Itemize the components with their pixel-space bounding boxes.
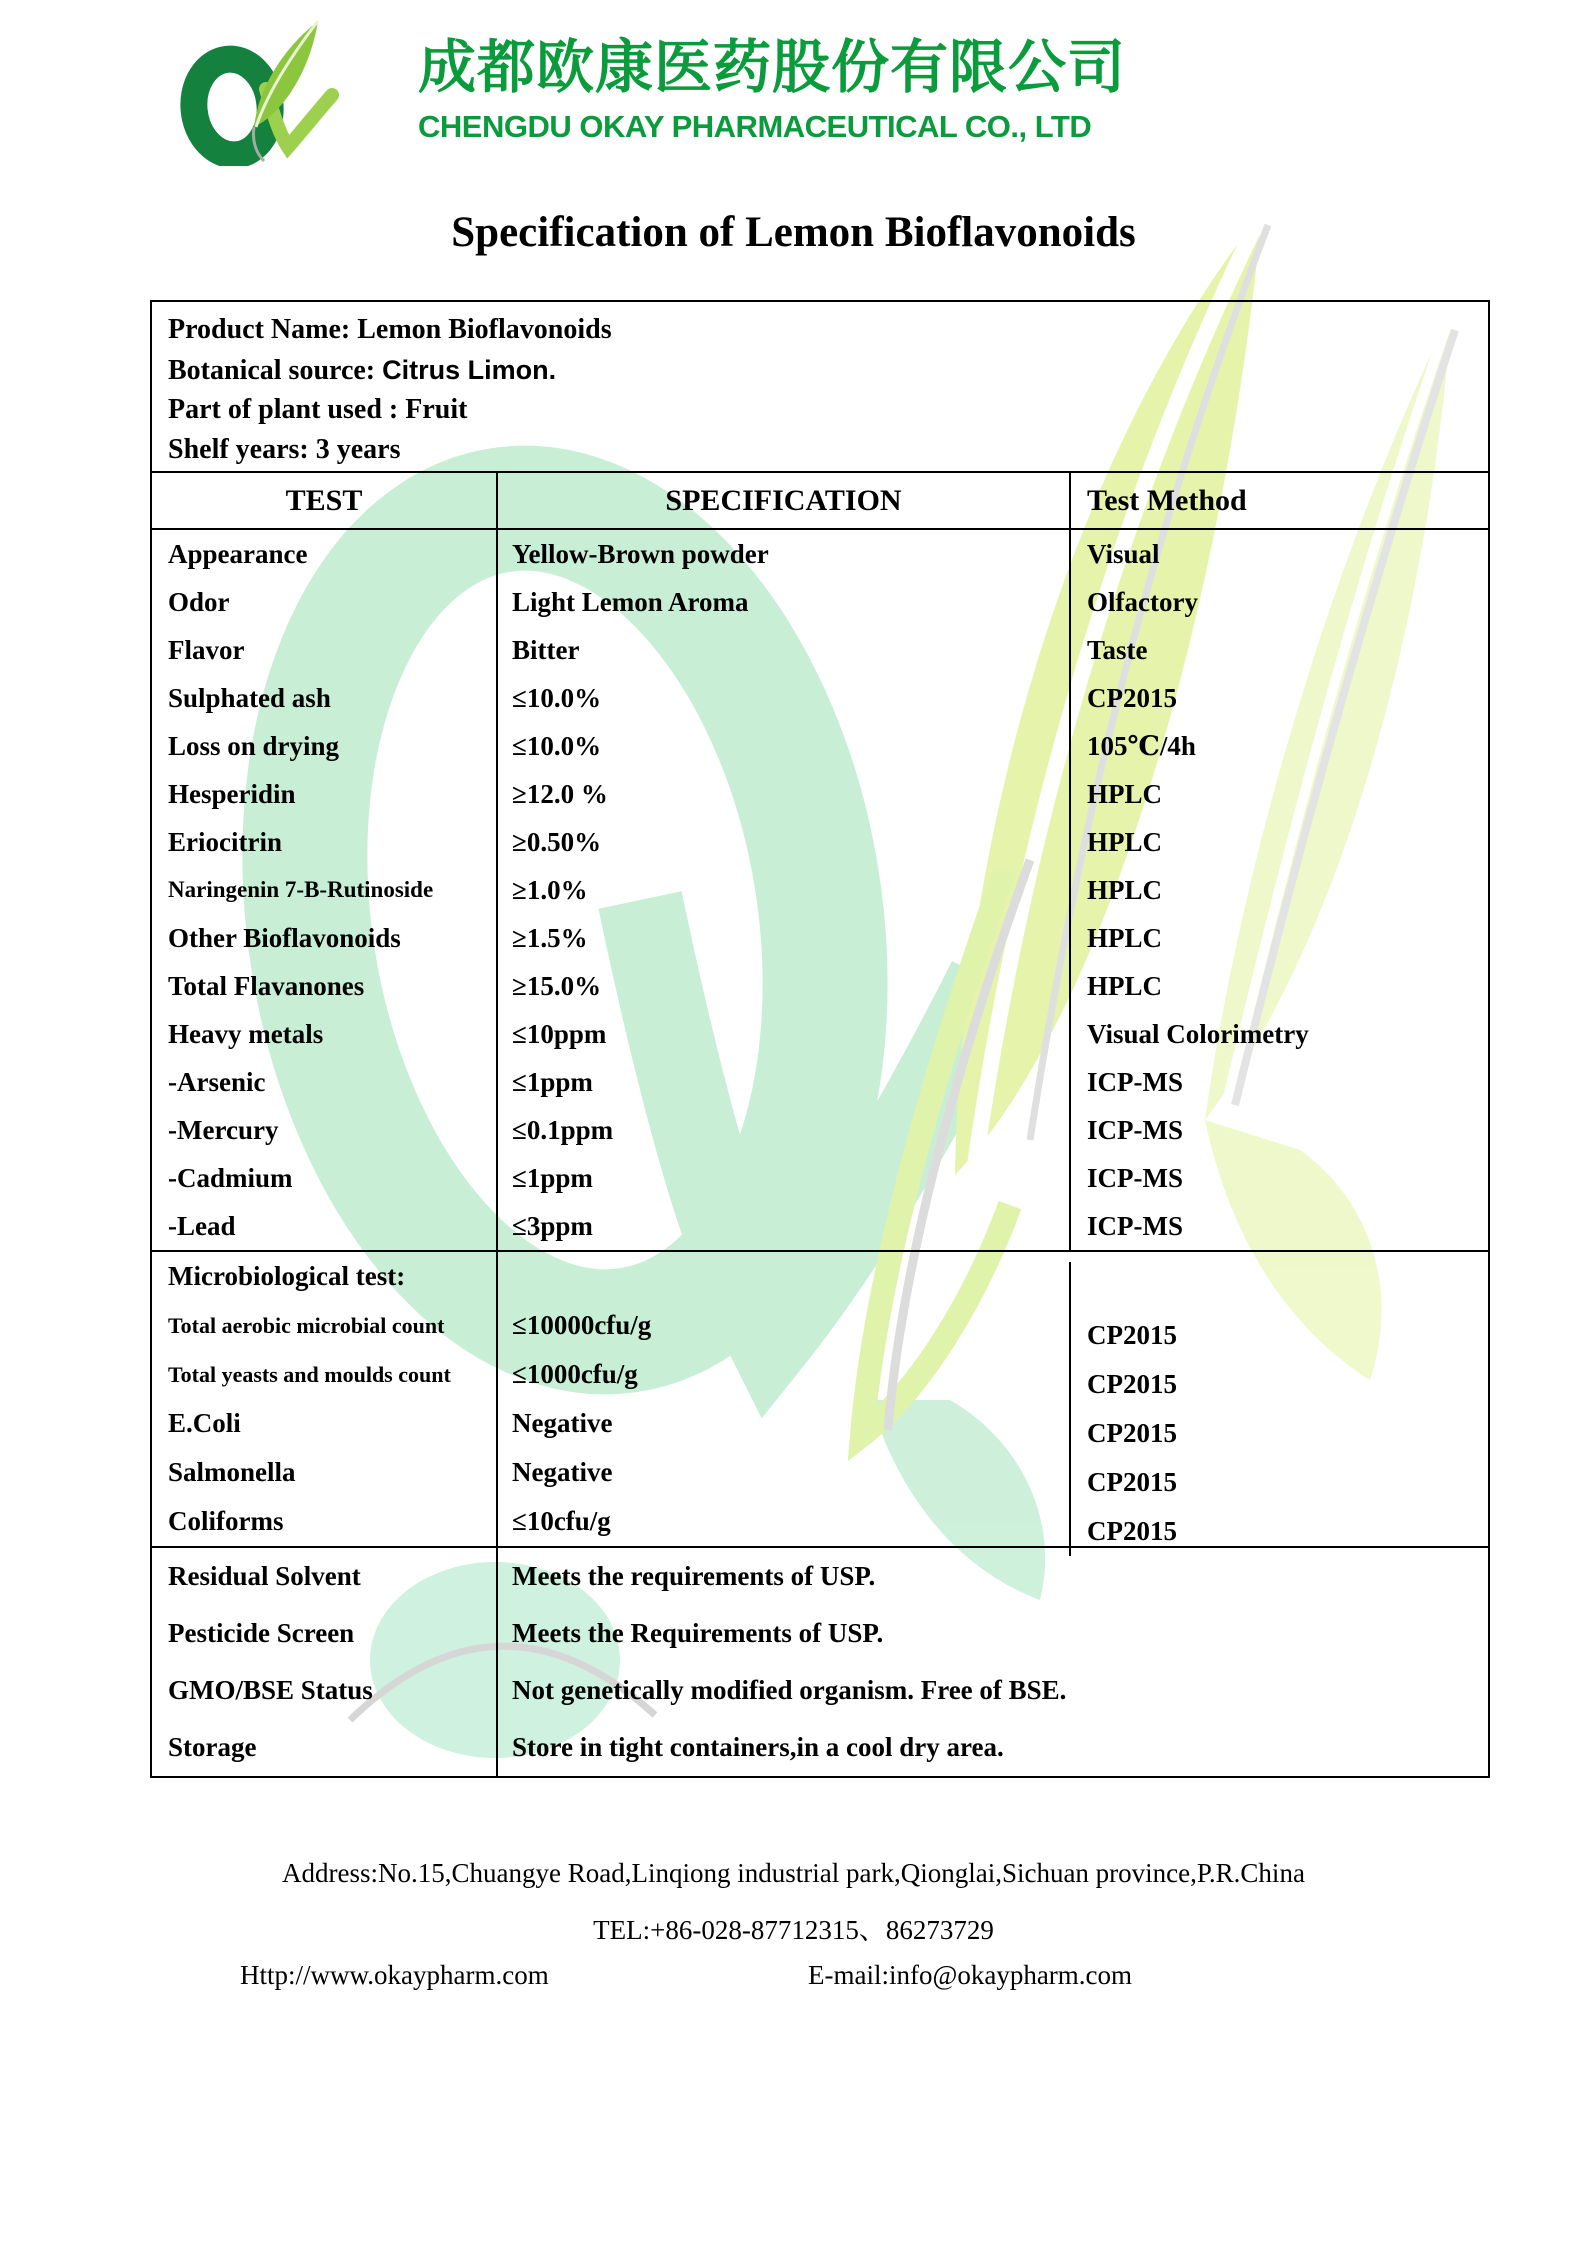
specification-cell: ≥1.5% — [496, 914, 1069, 962]
test-name-cell: -Lead — [168, 1210, 236, 1241]
table-row — [152, 1719, 1488, 1776]
test-method-cell: HPLC — [1069, 866, 1488, 914]
test-name-cell: Heavy metals — [168, 1018, 324, 1049]
table-row — [152, 866, 1488, 914]
general-requirements-section — [150, 1548, 1490, 1778]
test-method-cell: HPLC — [1069, 914, 1488, 962]
column-header-specification: SPECIFICATION — [496, 473, 1069, 528]
table-row — [152, 1662, 1488, 1719]
specification-cell: ≤1ppm — [496, 1058, 1069, 1106]
test-name-cell: Appearance — [168, 538, 308, 569]
table-row — [152, 530, 1488, 578]
table-row — [152, 674, 1488, 722]
page-title: Specification of Lemon Bioflavonoids — [451, 209, 1136, 256]
test-method-cell: CP2015 — [1069, 1507, 1488, 1556]
microbiological-section — [150, 1252, 1490, 1548]
test-name-cell: Other Bioflavonoids — [168, 922, 401, 953]
test-name-cell: Total yeasts and moulds count — [168, 1361, 451, 1387]
test-name-cell: Odor — [168, 586, 230, 617]
test-method-cell: Visual — [1069, 530, 1488, 578]
test-name-cell: Residual Solvent — [168, 1561, 361, 1591]
shelf-years-line: Shelf years: 3 years — [168, 434, 401, 465]
email-address: E-mail:info@okaypharm.com — [808, 1960, 1133, 1990]
table-row — [152, 1605, 1488, 1662]
botanical-source-label: Botanical source: — [168, 355, 376, 386]
specification-cell: ≥1.0% — [496, 866, 1069, 914]
test-name-cell: GMO/BSE Status — [168, 1675, 373, 1705]
test-name-cell: -Mercury — [168, 1114, 279, 1145]
specification-cell: ≤3ppm — [496, 1202, 1069, 1250]
test-name-cell: Naringenin 7-B-Rutinoside — [168, 877, 434, 902]
test-method-cell: CP2015 — [1069, 674, 1488, 722]
address-line: Address:No.15,Chuangye Road,Linqiong industrial park,Qionglai,Sichuan province,P.R.China — [282, 1858, 1305, 1888]
specification-table — [150, 300, 1490, 1778]
specification-cell: Bitter — [496, 626, 1069, 674]
test-name-cell: Flavor — [168, 634, 245, 665]
table-row — [152, 1252, 1488, 1301]
test-method-cell: Visual Colorimetry — [1069, 1010, 1488, 1058]
specification-cell: Negative — [496, 1399, 1069, 1448]
product-info-box — [150, 300, 1490, 473]
table-row — [152, 1154, 1488, 1202]
test-method-cell: CP2015 — [1069, 1360, 1488, 1409]
test-method-cell: ICP-MS — [1069, 1202, 1488, 1250]
test-name-cell: Eriocitrin — [168, 826, 282, 857]
table-header-row — [150, 473, 1490, 530]
specification-cell: Meets the requirements of USP. — [496, 1548, 1488, 1605]
test-name-cell: Microbiological test: — [168, 1261, 406, 1291]
test-method-cell: Taste — [1069, 626, 1488, 674]
test-name-cell: -Arsenic — [168, 1066, 266, 1097]
specification-cell: ≤10cfu/g — [496, 1497, 1069, 1546]
test-method-cell: HPLC — [1069, 818, 1488, 866]
test-name-cell: Total aerobic microbial count — [168, 1312, 445, 1338]
specification-cell: Yellow-Brown powder — [496, 530, 1069, 578]
table-row — [152, 626, 1488, 674]
specification-cell: ≤0.1ppm — [496, 1106, 1069, 1154]
test-name-cell: Pesticide Screen — [168, 1618, 355, 1648]
test-method-cell — [1069, 1262, 1488, 1311]
test-name-cell: Salmonella — [168, 1457, 296, 1487]
specification-cell: Store in tight containers,in a cool dry area. — [496, 1719, 1488, 1776]
table-row — [152, 818, 1488, 866]
specification-cell — [496, 1252, 1069, 1301]
test-method-cell: ICP-MS — [1069, 1106, 1488, 1154]
test-name-cell: Storage — [168, 1732, 257, 1762]
specification-cell: ≥0.50% — [496, 818, 1069, 866]
table-row — [152, 914, 1488, 962]
specification-cell: ≤10000cfu/g — [496, 1301, 1069, 1350]
test-method-cell: ICP-MS — [1069, 1154, 1488, 1202]
website-url: Http://www.okaypharm.com — [240, 1960, 549, 1990]
company-name-english: CHENGDU OKAY PHARMACEUTICAL CO., LTD — [418, 108, 1092, 144]
test-name-cell: Coliforms — [168, 1506, 284, 1536]
test-name-cell: -Cadmium — [168, 1162, 293, 1193]
specification-cell: ≤10.0% — [496, 674, 1069, 722]
specification-cell: ≤10ppm — [496, 1010, 1069, 1058]
test-method-cell: HPLC — [1069, 770, 1488, 818]
specification-cell: ≤1000cfu/g — [496, 1350, 1069, 1399]
specification-cell: ≥15.0% — [496, 962, 1069, 1010]
table-row — [152, 770, 1488, 818]
table-row — [152, 1548, 1488, 1605]
test-name-cell: Hesperidin — [168, 778, 296, 809]
table-row — [152, 1106, 1488, 1154]
table-row — [152, 1010, 1488, 1058]
column-header-test-method: Test Method — [1069, 473, 1488, 528]
botanical-source-value: Citrus Limon. — [382, 355, 557, 385]
test-method-cell: ICP-MS — [1069, 1058, 1488, 1106]
test-method-cell: CP2015 — [1069, 1311, 1488, 1360]
table-row — [152, 578, 1488, 626]
table-row — [152, 722, 1488, 770]
specification-cell: ≤1ppm — [496, 1154, 1069, 1202]
specification-cell: ≤10.0% — [496, 722, 1069, 770]
physical-chemical-section — [150, 530, 1490, 1252]
telephone-line: TEL:+86-028-87712315、86273729 — [593, 1915, 994, 1945]
specification-cell: Not genetically modified organism. Free of BSE. — [496, 1662, 1488, 1719]
test-method-cell: HPLC — [1069, 962, 1488, 1010]
test-name-cell: Sulphated ash — [168, 682, 331, 713]
product-name-line: Product Name: Lemon Bioflavonoids — [168, 314, 612, 345]
company-name-chinese: 成都欧康医药股份有限公司 — [418, 33, 1127, 101]
specification-cell: Light Lemon Aroma — [496, 578, 1069, 626]
test-name-cell: Total Flavanones — [168, 970, 365, 1001]
specification-cell: Meets the Requirements of USP. — [496, 1605, 1488, 1662]
test-name-cell: Loss on drying — [168, 730, 340, 761]
company-logo — [168, 14, 396, 166]
test-method-cell: CP2015 — [1069, 1409, 1488, 1458]
company-name-block — [418, 34, 1126, 145]
table-row — [152, 962, 1488, 1010]
botanical-source-line — [168, 350, 1468, 390]
table-row — [152, 1202, 1488, 1250]
column-header-test: TEST — [285, 483, 363, 517]
test-method-cell: CP2015 — [1069, 1458, 1488, 1507]
specification-cell: ≥12.0 % — [496, 770, 1069, 818]
table-row — [152, 1058, 1488, 1106]
part-of-plant-line: Part of plant used : Fruit — [168, 394, 468, 425]
specification-cell: Negative — [496, 1448, 1069, 1497]
test-method-cell: 105℃/4h — [1069, 722, 1488, 770]
test-name-cell: E.Coli — [168, 1408, 241, 1438]
test-method-cell: Olfactory — [1069, 578, 1488, 626]
